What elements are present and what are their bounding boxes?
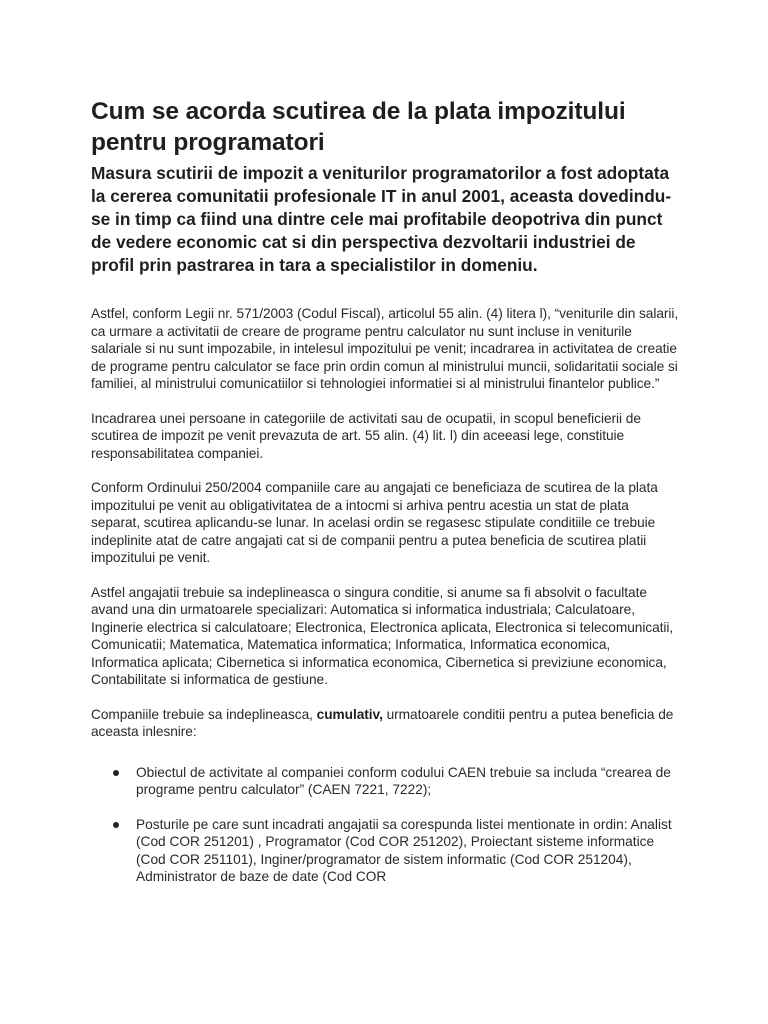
- list-item-text: Obiectul de activitate al companiei conform codului CAEN trebuie sa includa “crearea de programe pentru calculator” (CAEN 7221, 7222);: [136, 764, 671, 797]
- document-subtitle: Masura scutirii de impozit a veniturilor programatorilor a fost adoptata la cererea comunitatii profesionale IT in anul 2001, aceasta dovedindu-se in timp ca fiind una dintre cele mai profitabile deopotriva din punct de vedere economic cat si din perspectiva dezvoltarii industriei de profil prin pastrarea in tara a specialistilor in domeniu.: [91, 163, 672, 275]
- paragraph-specializari: Astfel angajatii trebuie sa indeplineasca o singura conditie, si anume sa fi absolvit o facultate avand una din urmatoarele specializari: Automatica si informatica industriala; Calculatoare, Inginerie electrica si calculatoare; Electronica, Electronica aplicata, Electronica si telecomunicatii, Comunicatii; Matematica, Matematica informatica; Informatica, Informatica economica, Informatica aplicata; Cibernetica si informatica economica, Cibernetica si previziune economica, Contabilitate si informatica de gestiune.: [91, 584, 674, 687]
- document-title: Cum se acorda scutirea de la plata impozitului pentru programatori: [91, 98, 626, 156]
- paragraph-ordin-250: Conform Ordinului 250/2004 companiile care au angajati ce beneficiaza de scutirea de la plata impozitului pe venit au obligativitatea de a intocmi si arhiva pentru acestia un stat de plata separat, scutirea aplicandu-se lunar. In acelasi ordin se regasesc stipulate conditiile ce trebuie indeplinite atat de catre angajati cat si de companii pentru a putea beneficia de scutirea platii impozitului pe venit.: [91, 480, 658, 565]
- list-item: [91, 764, 681, 799]
- paragraph-text-start: Companiile trebuie sa indeplineasca,: [91, 706, 317, 722]
- list-item-text: Posturile pe care sunt incadrati angajatii sa corespunda listei mentionate in ordin: Analist (Cod COR 251201) , Programator (Cod COR 251202), Proiectant sisteme informatice (Cod COR 251101), Inginer/programator de sistem informatic (Cod COR 251204), Administrator de baze de date (Cod COR: [136, 816, 672, 884]
- bullet-icon: [113, 770, 119, 776]
- paragraph-codul-fiscal: Astfel, conform Legii nr. 571/2003 (Codul Fiscal), articolul 55 alin. (4) litera l), “veniturile din salarii, ca urmare a activitatii de creare de programe pentru calculator nu sunt incluse in veniturile salariale si nu sunt impozabile, in intelesul impozitului pe venit; incadrarea in activitatea de creatie de programe pentru calculator se face prin ordin comun al ministrului muncii, solidaritatii sociale si familiei, al ministrului comunicatiilor si tehnologiei informatiei si al ministrului finantelor publice.”: [91, 306, 679, 391]
- document-page: [91, 96, 681, 903]
- emphasis-cumulativ: cumulativ,: [316, 706, 383, 722]
- conditions-list: [91, 764, 681, 886]
- paragraph-conditii-companii: [91, 706, 681, 741]
- paragraph-text-end: urmatoarele conditii pentru a putea beneficia de aceasta inlesnire:: [91, 706, 674, 739]
- paragraph-incadrare: Incadrarea unei persoane in categoriile de activitati sau de ocupatii, in scopul beneficierii de scutirea de impozit pe venit prevazuta de art. 55 alin. (4) lit. l) din aceeasi lege, constituie responsabilitatea companiei.: [91, 410, 641, 461]
- bullet-icon: [113, 822, 119, 828]
- list-item: [91, 816, 681, 886]
